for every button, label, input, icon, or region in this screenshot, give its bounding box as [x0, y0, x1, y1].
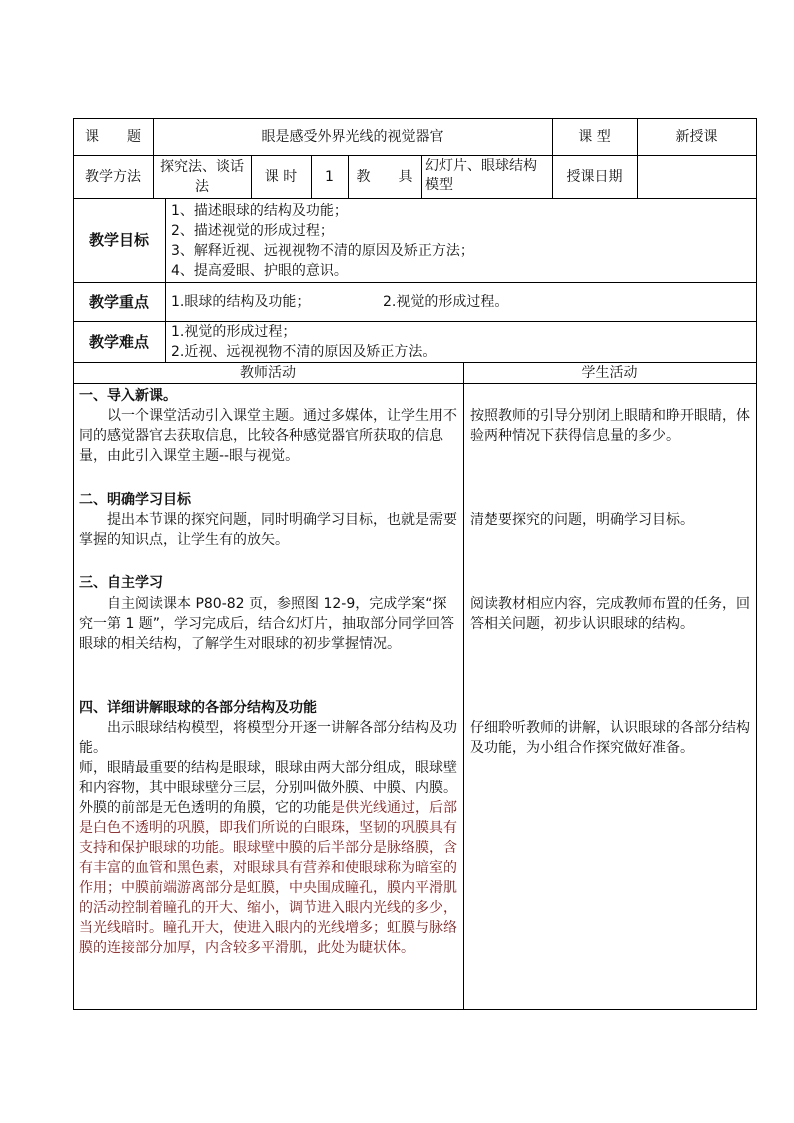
hours-label: 课 时	[264, 168, 298, 185]
teacher-activity: 自主阅读课本 P80-82 页，参照图 12-9，完成学案“探究一第 1 题”，学习完成后，结合幻灯片，抽取部分同学回答眼球的相关结构，了解学生对眼球的初步掌握情况。	[79, 596, 455, 652]
type-label: 课 型	[578, 128, 611, 145]
subject-label: 课 题	[85, 128, 141, 145]
row-divider	[73, 383, 757, 384]
student-activity: 阅读教材相应内容，完成教师布置的任务，回答相关问题，初步认识眼球的结构。	[470, 596, 750, 632]
method-label: 教学方法	[85, 168, 141, 185]
tools-value: 幻灯片、眼球结构模型	[425, 158, 537, 193]
teacher-intro: 出示眼球结构模型，将模型分开逐一讲解各部分结构及功能。	[79, 720, 457, 756]
section-title: 二、明确学习目标	[79, 492, 191, 508]
row-divider	[73, 282, 757, 283]
teacher-activity: 以一个课堂活动引入课堂主题。通过多媒体，让学生用不同的感觉器官去获取信息，比较各种感觉器官所获取的信息量，由此引入课堂主题--眼与视觉。	[79, 408, 457, 464]
key-point-2: 2.视觉的形成过程。	[383, 294, 509, 310]
goals-list	[171, 201, 751, 281]
student-activity: 仔细聆听教师的讲解，认识眼球的各部分结构及功能，为小组合作探究做好准备。	[470, 720, 750, 756]
difficulties-label: 教学难点	[88, 332, 149, 351]
method-value: 探究法、谈话法	[160, 158, 244, 195]
key-point-1: 1.眼球的结构及功能；	[171, 294, 311, 310]
col-divider	[165, 198, 166, 362]
teacher-activity: 提出本节课的探究问题，同时明确学习目标，也就是需要掌握的知识点，让学生有的放矢。	[79, 512, 457, 548]
goal-item: 1、描述眼球的结构及功能；	[171, 203, 348, 219]
subject-value: 眼是感受外界光线的视觉器官	[261, 128, 444, 145]
teacher-activity	[79, 718, 459, 958]
date-value	[637, 155, 756, 198]
goals-label: 教学目标	[88, 231, 149, 249]
difficulties-list	[171, 322, 751, 362]
col-divider	[421, 155, 422, 198]
student-activity: 清楚要探究的问题，明确学习目标。	[470, 512, 694, 528]
table-border-bottom	[73, 1009, 757, 1010]
type-value: 新授课	[675, 128, 718, 145]
date-label: 授课日期	[566, 168, 623, 185]
student-activity: 按照教师的引导分别闭上眼睛和睁开眼睛，体验两种情况下获得信息量的多少。	[470, 408, 750, 444]
teacher-explanation-highlight: 是供光线通过，后部是白色不透明的巩膜，即我们所说的白眼珠，坚韧的巩膜具有支持和保护眼球的功能。眼球壁中膜的后半部分是脉络膜，含有丰富的血管和黑色素，对眼球具有营养和使眼球称为暗室的作用；中膜前端游离部分是虹膜，中央围成瞳孔，膜内平滑肌的活动控制着瞳孔的开大、缩小，调节进入眼内光线的多少，当光线暗时。瞳孔开大，使进入眼内的光线增多；虹膜与脉络膜的连接部分加厚，内含较多平滑肌，此处为睫状体。	[79, 800, 457, 956]
key-points-label: 教学重点	[88, 292, 149, 311]
tools-label: 教 具	[356, 168, 413, 185]
teacher-column-header: 教师活动	[240, 364, 296, 381]
difficulty-item: 2.近视、远视视物不清的原因及矫正方法。	[171, 344, 437, 360]
difficulty-item: 1.视觉的形成过程；	[171, 324, 297, 340]
col-divider	[463, 362, 464, 1010]
section-title: 三、自主学习	[79, 575, 163, 591]
teacher-explanation-part: 师，眼睛最重要的结构是眼球，眼球由两大部分组成，眼球壁和内容物，其中眼球壁分三层，分别叫做外膜、中膜、内膜。外膜的前部是无色透明的角膜，它的功能	[79, 760, 457, 816]
section-title: 一、导入新课。	[79, 388, 177, 404]
row-divider	[73, 198, 757, 199]
goal-item: 3、解释近视、远视视物不清的原因及矫正方法；	[171, 243, 474, 259]
hours-value: 1	[325, 168, 334, 185]
student-column-header: 学生活动	[581, 364, 638, 381]
goal-item: 2、描述视觉的形成过程；	[171, 223, 334, 239]
teacher-explanation	[79, 758, 459, 958]
goal-item: 4、提高爱眼、护眼的意识。	[171, 263, 348, 279]
table-border-right	[756, 118, 757, 1010]
section-title: 四、详细讲解眼球的各部分结构及功能	[79, 700, 317, 716]
